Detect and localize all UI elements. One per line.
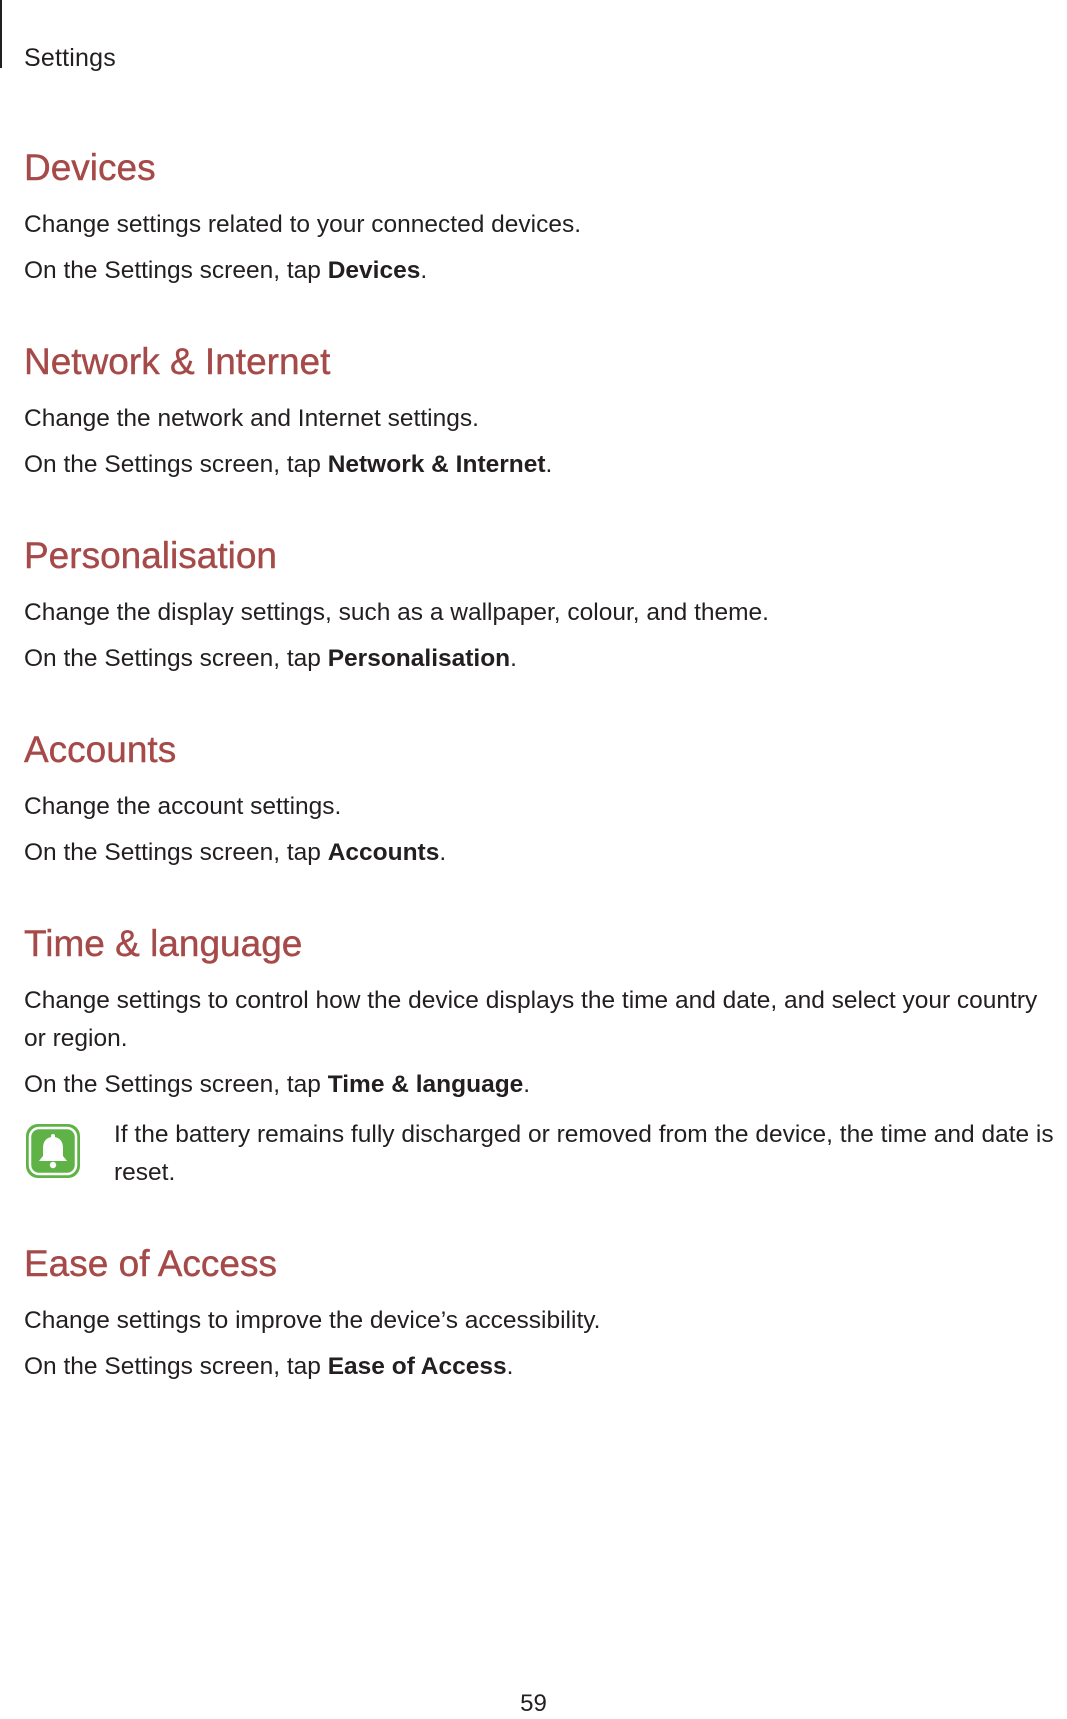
instruction-prefix: On the Settings screen, tap	[24, 645, 328, 672]
section-description: Change settings to control how the device displays the time and date, and select your country or region.	[24, 987, 1038, 1052]
instruction-prefix: On the Settings screen, tap	[24, 1353, 328, 1380]
instruction-suffix: .	[545, 451, 553, 478]
menu-item-reference: Personalisation	[327, 645, 511, 672]
instruction-prefix: On the Settings screen, tap	[24, 257, 328, 284]
instruction-suffix: .	[420, 257, 428, 284]
instruction-suffix: .	[506, 1353, 514, 1380]
section-personalisation	[24, 528, 1054, 678]
section-title: Devices	[24, 147, 156, 188]
note-callout	[24, 1116, 1054, 1192]
instruction-suffix: .	[510, 645, 517, 672]
section-network-internet	[24, 334, 1054, 484]
section-time-language	[24, 916, 1054, 1192]
section-description: Change the account settings.	[24, 793, 342, 820]
menu-item-reference: Time & language	[327, 1071, 524, 1098]
menu-item-reference: Accounts	[327, 839, 440, 866]
instruction-suffix: .	[439, 839, 447, 866]
section-ease-of-access	[24, 1236, 1054, 1386]
page-number: 59	[520, 1690, 547, 1717]
running-header: Settings	[24, 44, 116, 72]
section-instruction	[24, 446, 1054, 484]
section-instruction	[24, 1348, 1054, 1386]
section-instruction	[24, 1066, 1054, 1104]
menu-item-reference: Ease of Access	[327, 1353, 507, 1380]
section-title: Personalisation	[24, 535, 277, 576]
section-description: Change settings related to your connected devices.	[24, 211, 582, 238]
section-devices	[24, 140, 1054, 290]
section-title: Accounts	[24, 729, 177, 770]
menu-item-reference: Devices	[327, 257, 421, 284]
instruction-prefix: On the Settings screen, tap	[24, 839, 328, 866]
instruction-prefix: On the Settings screen, tap	[24, 1071, 328, 1098]
section-description: Change the network and Internet settings.	[24, 405, 479, 432]
instruction-prefix: On the Settings screen, tap	[24, 451, 328, 478]
section-title: Ease of Access	[24, 1243, 277, 1284]
note-text: If the battery remains fully discharged or removed from the device, the time and date is reset.	[114, 1121, 1054, 1186]
section-title: Network & Internet	[24, 341, 331, 382]
section-accounts	[24, 722, 1054, 872]
section-instruction	[24, 834, 1054, 872]
section-instruction	[24, 640, 1054, 678]
menu-item-reference: Network & Internet	[327, 451, 546, 478]
instruction-suffix: .	[523, 1071, 531, 1098]
section-title: Time & language	[24, 923, 303, 964]
page-content	[24, 140, 1054, 1386]
notification-bell-icon	[24, 1122, 82, 1180]
section-instruction	[24, 252, 1054, 290]
section-description: Change settings to improve the device’s accessibility.	[24, 1307, 601, 1334]
page-corner-mark	[0, 0, 2, 68]
section-description: Change the display settings, such as a wallpaper, colour, and theme.	[24, 599, 769, 626]
